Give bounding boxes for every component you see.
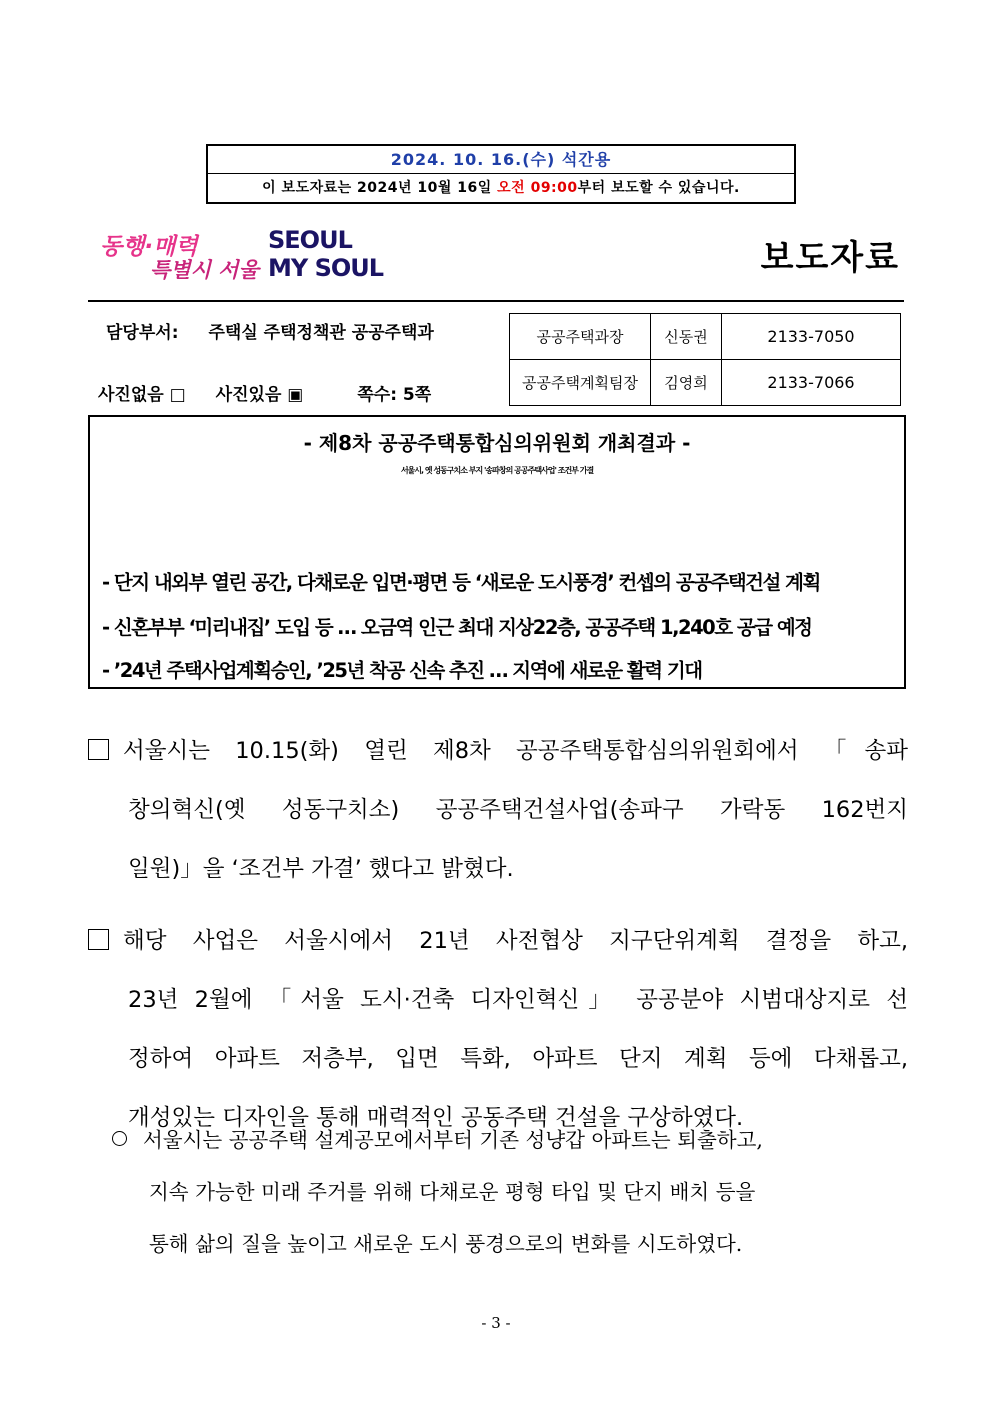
embargo-box xyxy=(206,144,796,204)
slogan-line1: 동행·매력 xyxy=(100,234,198,260)
page-number: - 3 - xyxy=(481,1314,511,1332)
seoul-logo-line2: MY SOUL xyxy=(268,254,384,282)
contact-name: 김영희 xyxy=(651,360,722,406)
embargo-notice-prefix: 이 보도자료는 2024년 10월 16일 xyxy=(262,180,498,196)
press-release-title: 보도자료 xyxy=(760,238,900,278)
paragraph-line: 지속 가능한 미래 주거를 위해 다채로운 평형 타입 및 단지 배치 등을 xyxy=(149,1180,756,1204)
body-paragraph-1 xyxy=(88,722,908,899)
embargo-notice-time: 오전 09:00 xyxy=(497,180,578,196)
paragraph-line: 서울시는 공공주택 설계공모에서부터 기존 성냥갑 아파트는 퇴출하고, xyxy=(112,1114,908,1166)
header-divider xyxy=(88,300,904,302)
photo-info xyxy=(98,380,437,405)
contact-name: 신동권 xyxy=(651,314,722,360)
department-value: 주택실 주택정책관 공공주택과 xyxy=(208,323,434,343)
contact-row xyxy=(510,314,901,360)
circle-bullet-icon xyxy=(112,1131,127,1146)
contact-role: 공공주택과장 xyxy=(510,314,651,360)
no-photo-checkbox: 사진없음 □ xyxy=(98,385,186,405)
paragraph-line: 정하여 아파트 저층부, 입면 특화, 아파트 단지 계획 등에 다채롭고, xyxy=(128,1046,908,1072)
paragraph-line: 창의혁신(옛 성동구치소) 공공주택건설사업(송파구 가락동 162번지 xyxy=(128,797,908,823)
paragraph-line: 개성있는 디자인을 통해 매력적인 공동주택 건설을 구상하였다. xyxy=(128,1105,744,1131)
headline-subtitle: - 제8차 공공주택통합심의위원회 개최결과 - xyxy=(303,431,691,455)
paragraph-line: 통해 삶의 질을 높이고 새로운 도시 풍경으로의 변화를 시도하였다. xyxy=(149,1232,743,1256)
release-date: 2024. 10. 16.(수) 석간용 xyxy=(208,146,794,174)
embargo-notice-suffix: 부터 보도할 수 있습니다. xyxy=(577,180,740,196)
department-info xyxy=(106,318,434,343)
paragraph-line: 23년 2월에 「서울 도시·건축 디자인혁신」 공공분야 시범대상지로 선 xyxy=(128,987,908,1013)
seoul-my-soul-logo xyxy=(268,226,384,286)
paragraph-line: 해당 사업은 서울시에서 21년 사전협상 지구단위계획 결정을 하고, xyxy=(88,912,908,971)
contact-role: 공공주택계획팀장 xyxy=(510,360,651,406)
headline-title: 서울시, 옛 성동구치소 부지 '송파창의 공공주택사업' 조건부 가결 xyxy=(400,466,594,475)
paragraph-line: 일원)」을 ‘조건부 가결’ 했다고 밝혔다. xyxy=(128,856,514,882)
page-count: 쪽수: 5쪽 xyxy=(357,385,432,405)
contact-phone: 2133-7066 xyxy=(722,360,901,406)
paragraph-line: 서울시는 10.15(화) 열린 제8차 공공주택통합심의위원회에서 「송파 xyxy=(88,722,908,781)
square-bullet-icon xyxy=(88,739,109,760)
headline-bullet: - 단지 내외부 열린 공간, 다채로운 입면·평면 등 ‘새로운 도시풍경’ 컨셉의 공공주택건설 계획 xyxy=(102,571,820,594)
sub-paragraph xyxy=(112,1114,908,1270)
headline-bullet: - 신혼부부 ‘미리내집’ 도입 등 … 오금역 인근 최대 지상22층, 공공주택 1,240호 공급 예정 xyxy=(102,616,812,639)
embargo-notice xyxy=(208,174,794,203)
contact-table xyxy=(509,313,901,406)
seoul-slogan-logo xyxy=(100,228,259,288)
contact-row xyxy=(510,360,901,406)
body-paragraph-2 xyxy=(88,912,908,1148)
headline-bullet: - ’24년 주택사업계획승인, ’25년 착공 신속 추진 … 지역에 새로운 활력 기대 xyxy=(102,659,702,682)
seoul-logo-line1: SEOUL xyxy=(268,226,352,254)
department-label: 담당부서: xyxy=(106,323,179,343)
square-bullet-icon xyxy=(88,929,109,950)
headline-box xyxy=(88,415,906,689)
slogan-line2: 특별시 서울 xyxy=(150,258,259,282)
contact-phone: 2133-7050 xyxy=(722,314,901,360)
with-photo-checkbox: 사진있음 ▣ xyxy=(215,385,304,405)
